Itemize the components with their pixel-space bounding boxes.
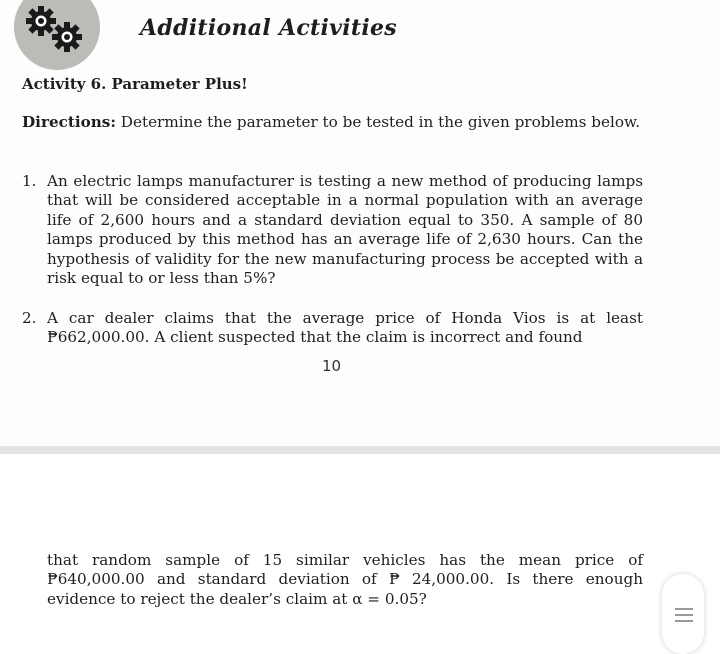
menu-line-icon [675, 614, 693, 616]
menu-line-icon [675, 620, 693, 622]
gears-icon [14, 0, 100, 70]
problem-1-number: 1. [22, 172, 37, 190]
directions-label: Directions: [22, 113, 116, 131]
activity-heading: Activity 6. Parameter Plus! [22, 75, 248, 93]
problem-2-continuation: that random sample of 15 similar vehicles has the mean price of ₱640,000.00 and standard deviation of ₱ 24,000.00. Is there enough evidence to reject the dealer’s claim at α = 0.05? [47, 551, 643, 608]
menu-line-icon [675, 608, 693, 610]
page-number: 10 [322, 357, 342, 375]
gears-badge [14, 0, 100, 70]
directions-text: Determine the parameter to be tested in the given problems below. [120, 113, 641, 131]
problem-2-number: 2. [22, 309, 37, 327]
directions [22, 113, 642, 132]
page-bottom [0, 454, 720, 641]
page-title: Additional Activities [140, 15, 397, 41]
menu-button[interactable] [662, 574, 704, 654]
problem-2-text: A car dealer claims that the average price of Honda Vios is at least ₱662,000.00. A client suspected that the claim is incorrect and found [47, 309, 643, 347]
page-divider [0, 446, 720, 454]
problem-1-text: An electric lamps manufacturer is testing a new method of producing lamps that will be considered acceptable in a normal population with an average life of 2,600 hours and a standard deviation equal to 350. A sample of 80 lamps produced by this method has an average life of 2,630 hours. Can the hypothesis of validity for the new manufacturing process be accepted with a risk equal to or less than 5%? [47, 172, 643, 288]
